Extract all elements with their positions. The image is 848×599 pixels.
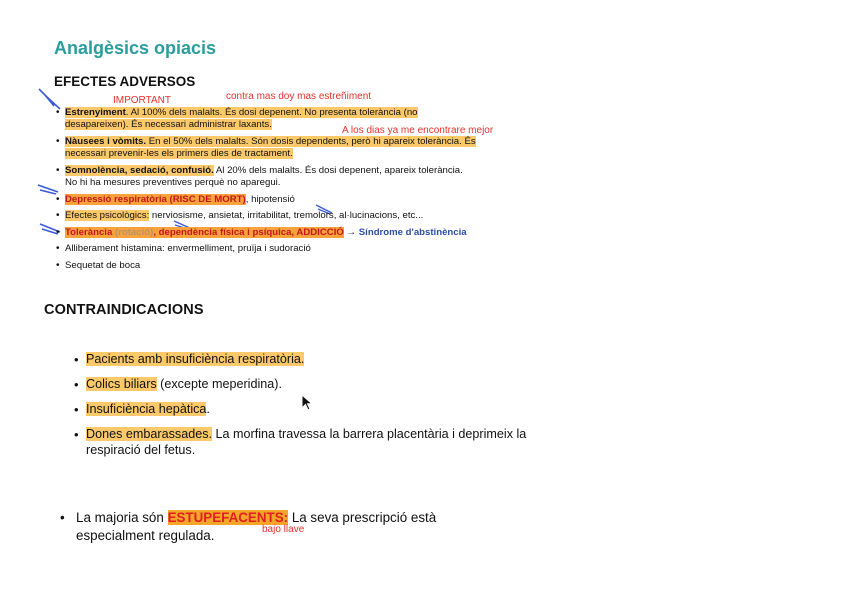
- contraindications-heading: CONTRAINDICACIONS: [44, 302, 204, 318]
- mouse-cursor-icon: [301, 394, 315, 412]
- bullet: •: [56, 260, 60, 271]
- bullet: •: [56, 165, 60, 176]
- list-item: Estrenyiment. Al 100% dels malalts. És dosi depenent. No presenta tolerància (no: [65, 107, 418, 118]
- bullet: •: [56, 243, 60, 254]
- arrow-icon: →: [343, 227, 359, 238]
- narcotics-note: La majoria són ESTUPEFACENTS: La seva prescripció està: [76, 510, 437, 525]
- note-bajo-llave: bajo llave: [262, 524, 305, 535]
- list-item-line2: necessari prevenir-les els primers dies de tractament.: [65, 148, 293, 159]
- bullet: •: [56, 227, 60, 238]
- list-item: Nàusees i vòmits. En el 50% dels malalts. Són dosis dependents, però hi apareix tolerància. És: [65, 136, 476, 147]
- note-top: contra mas doy mas estreñiment: [226, 91, 372, 102]
- bullet: •: [56, 107, 60, 118]
- bullet: •: [56, 136, 60, 147]
- list-item: Sequetat de boca: [65, 260, 141, 271]
- pen-mark-icon: [38, 222, 66, 236]
- adverse-heading: EFECTES ADVERSOS: [54, 74, 196, 89]
- bullet: •: [74, 377, 79, 392]
- bullet: •: [74, 427, 79, 442]
- bullet: •: [60, 510, 65, 525]
- bullet: •: [74, 352, 79, 367]
- bullet: •: [56, 210, 60, 221]
- list-item: Efectes psicològics: nerviosisme, ansietat, irritabilitat, tremolors, al·lucinacions, etc...: [65, 210, 424, 221]
- list-item: Pacients amb insuficiència respiratòria.: [86, 352, 305, 366]
- list-item-line2: desapareixen). És necessari administrar laxants.: [65, 119, 272, 130]
- page-title: Analgèsics opiacis: [54, 38, 217, 58]
- list-item: Alliberament histamina: envermelliment, pruïja i sudoració: [65, 243, 311, 254]
- list-item: Insuficiència hepàtica.: [86, 402, 210, 416]
- note-important: IMPORTANT: [113, 95, 171, 106]
- list-item: Depressió respiratòria (RISC DE MORT), hipotensió: [65, 194, 295, 205]
- list-item: Dones embarassades. La morfina travessa la barrera placentària i deprimeix la: [86, 427, 527, 441]
- pen-mark-icon: [36, 86, 66, 112]
- note-days: A los dias ya me encontrare mejor: [342, 125, 494, 136]
- list-item: Somnolència, sedació, confusió. Al 20% dels malalts. És dosi depenent, apareix tolerància.: [65, 165, 463, 176]
- narcotics-note-line2: especialment regulada.: [76, 528, 215, 543]
- bullet: •: [56, 194, 60, 205]
- list-item-line2: respiració del fetus.: [86, 443, 196, 457]
- list-item: Tolerància (rotació), dependència física i psíquica, ADDICCIÓ → Síndrome d'abstinència: [65, 227, 467, 238]
- list-item-line2: No hi ha mesures preventives perquè no aparegui.: [65, 177, 281, 188]
- list-item: Colics biliars (excepte meperidina).: [86, 377, 282, 391]
- bullet: •: [74, 402, 79, 417]
